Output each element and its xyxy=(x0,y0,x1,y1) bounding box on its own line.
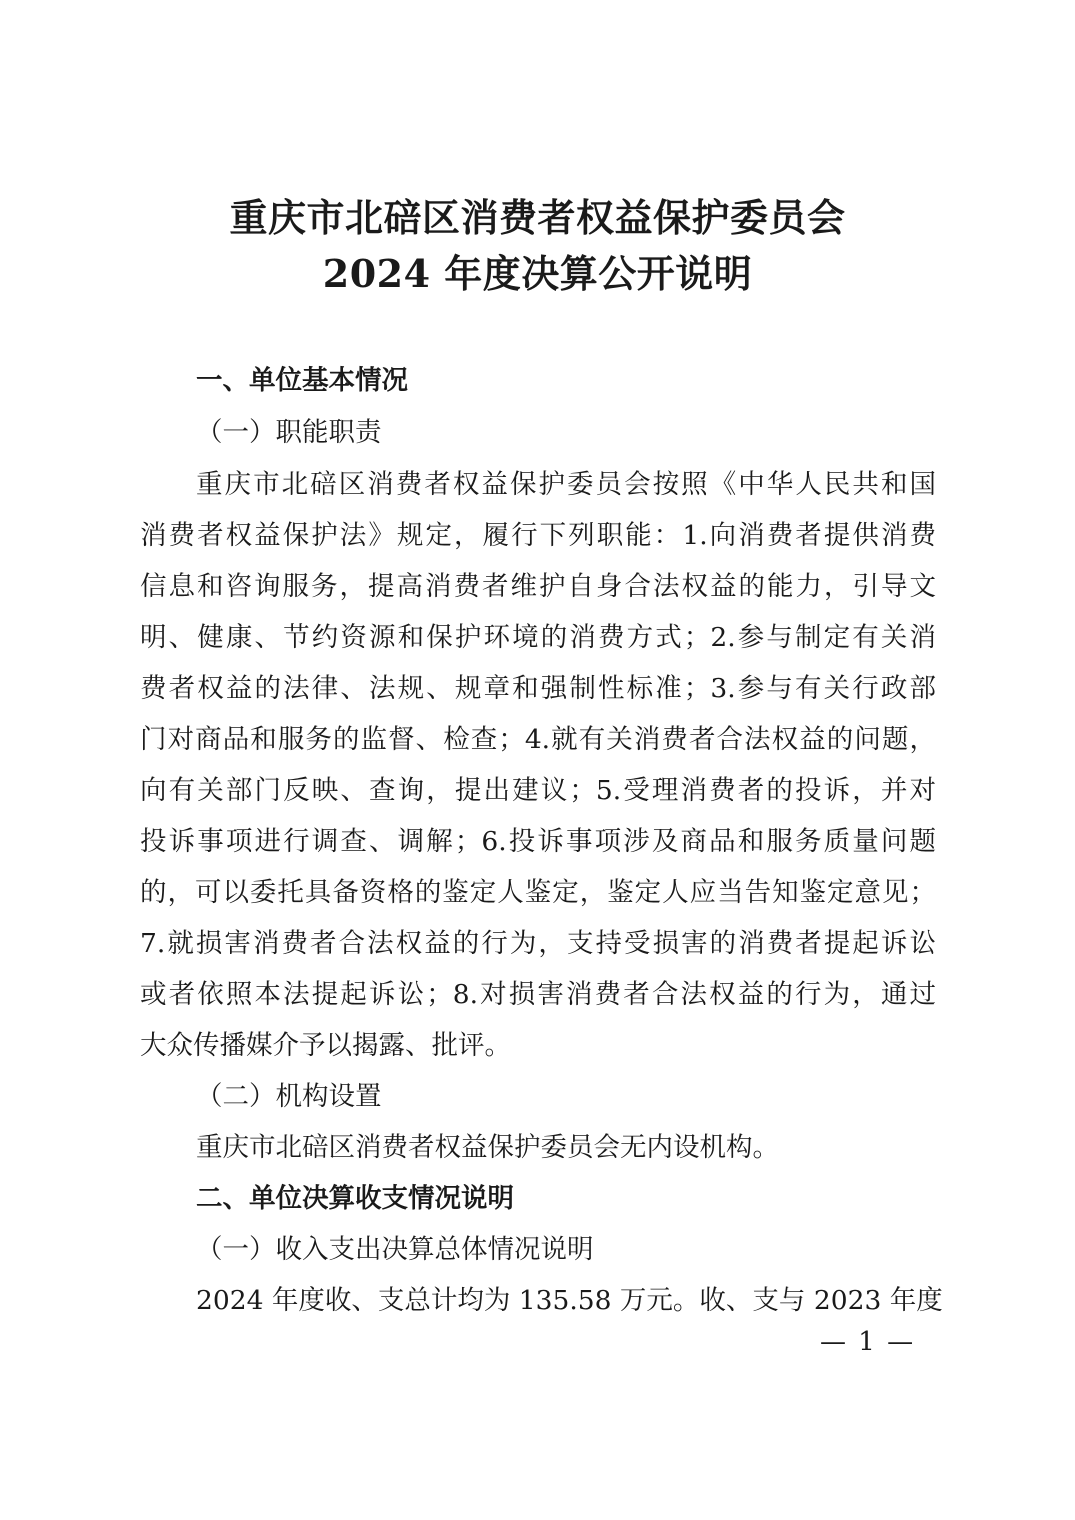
section-2-heading: 二、单位决算收支情况说明 xyxy=(196,1183,514,1214)
section-1-sub-2-heading: （二）机构设置 xyxy=(196,1081,382,1112)
body-line: 向有关部门反映、查询，提出建议；5.受理消费者的投诉，并对 xyxy=(140,775,936,806)
section-1-heading: 一、单位基本情况 xyxy=(196,365,408,396)
body-line: 或者依照本法提起诉讼；8.对损害消费者合法权益的行为，通过 xyxy=(140,979,936,1010)
section-1-sub-1-heading: （一）职能职责 xyxy=(196,417,382,448)
body-line: 的，可以委托具备资格的鉴定人鉴定，鉴定人应当告知鉴定意见； xyxy=(140,877,936,908)
body-line: 重庆市北碚区消费者权益保护委员会按照《中华人民共和国 xyxy=(196,469,936,500)
body-line: 投诉事项进行调查、调解；6.投诉事项涉及商品和服务质量问题 xyxy=(140,826,936,857)
document-title-line-1: 重庆市北碚区消费者权益保护委员会 xyxy=(229,195,846,240)
body-line: 2024 年度收、支总计均为 135.58 万元。收、支与 2023 年度 xyxy=(196,1285,943,1316)
document-title-line-2: 2024 年度决算公开说明 xyxy=(322,251,753,296)
body-line: 门对商品和服务的监督、检查；4.就有关消费者合法权益的问题， xyxy=(140,724,936,755)
body-line: 信息和咨询服务，提高消费者维护自身合法权益的能力，引导文 xyxy=(140,571,936,602)
page-number: — 1 — xyxy=(820,1327,916,1357)
body-line: 大众传播媒介予以揭露、批评。 xyxy=(140,1030,511,1061)
body-line: 7.就损害消费者合法权益的行为，支持受损害的消费者提起诉讼 xyxy=(140,928,936,959)
section-2-sub-1-heading: （一）收入支出决算总体情况说明 xyxy=(196,1234,594,1265)
body-line: 费者权益的法律、法规、规章和强制性标准；3.参与有关行政部 xyxy=(140,673,936,704)
body-line: 消费者权益保护法》规定，履行下列职能：1.向消费者提供消费 xyxy=(140,520,936,551)
body-line: 明、健康、节约资源和保护环境的消费方式；2.参与制定有关消 xyxy=(140,622,936,653)
body-line: 重庆市北碚区消费者权益保护委员会无内设机构。 xyxy=(196,1132,779,1163)
